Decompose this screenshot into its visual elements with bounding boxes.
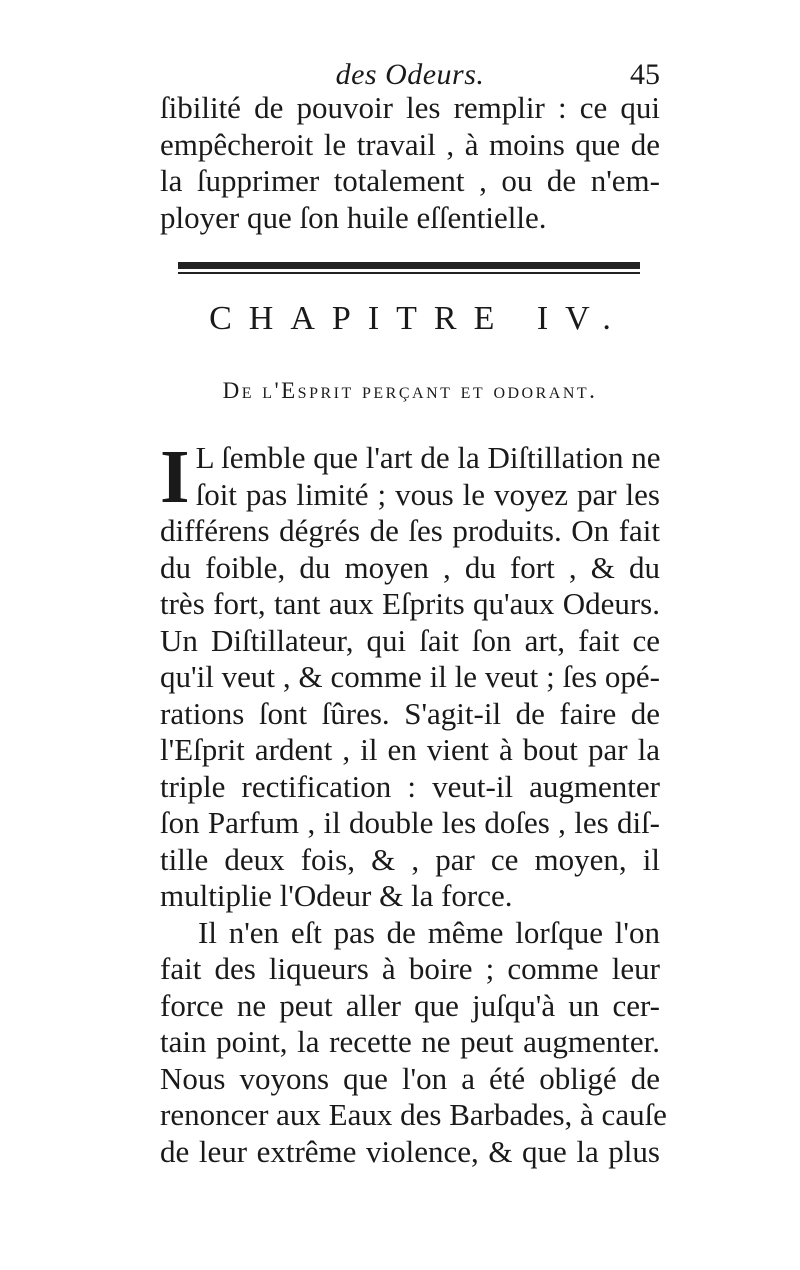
chapter-body — [160, 435, 667, 1170]
text-line: très fort, tant aux Eſprits qu'aux Odeurs. — [160, 586, 660, 621]
text-line: du foible, du moyen , du fort , & du — [160, 549, 660, 585]
text-line: Nous voyons que l'on a été obligé de — [160, 1060, 660, 1096]
text-line: rations ſont ſûres. S'agit-il de faire de — [160, 695, 660, 731]
chapter-subtitle: De l'Esprit perçant et odorant. — [222, 378, 598, 403]
text-line: ſon Parfum , il double les doſes , les diſ- — [160, 805, 660, 840]
text-line: tille deux fois, & , par ce moyen, il — [160, 841, 660, 877]
text-line: empêcheroit le travail , à moins que de — [160, 126, 660, 162]
text-line: Il n'en eſt pas de même lorſque l'on — [198, 914, 660, 950]
text-line: la ſupprimer totalement , ou de n'em- — [160, 163, 660, 198]
text-line: triple rectification : veut-il augmenter — [160, 768, 660, 804]
text-line: différens dégrés de ſes produits. On fait — [160, 513, 660, 548]
text-line: L ſemble que l'art de la Diſtillation ne — [195, 440, 661, 475]
intro-text — [160, 90, 660, 236]
text-line: force ne peut aller que juſqu'à un cer- — [160, 987, 660, 1023]
running-title: des Odeurs. — [335, 58, 485, 91]
paragraph-1 — [160, 435, 661, 915]
text-line: ſoit pas limité ; vous le voyez par les — [195, 476, 660, 512]
text-line: ſibilité de pouvoir les remplir : ce qui — [160, 90, 660, 125]
ornamental-rule — [178, 262, 640, 278]
text-line: renoncer aux Eaux des Barbades, à cauſe — [160, 1097, 667, 1132]
chapter-heading: CHAPITRE IV. — [209, 300, 628, 337]
text-line: tain point, la recette ne peut augmenter. — [160, 1024, 660, 1059]
text-line: ployer que ſon huile eſſentielle. — [160, 199, 547, 235]
page-number: 45 — [630, 58, 660, 91]
text-line: multiplie l'Odeur & la force. — [160, 878, 513, 913]
text-line: fait des liqueurs à boire ; comme leur — [160, 951, 660, 986]
text-line: Un Diſtillateur, qui ſait ſon art, fait ce — [160, 622, 660, 658]
text-line: de leur extrême violence, & que la plus — [160, 1133, 660, 1169]
drop-cap: I — [160, 435, 190, 519]
paragraph-2 — [160, 914, 667, 1171]
text-line: l'Eſprit ardent , il en vient à bout par la — [160, 732, 660, 767]
text-line: qu'il veut , & comme il le veut ; ſes opé- — [160, 659, 660, 694]
